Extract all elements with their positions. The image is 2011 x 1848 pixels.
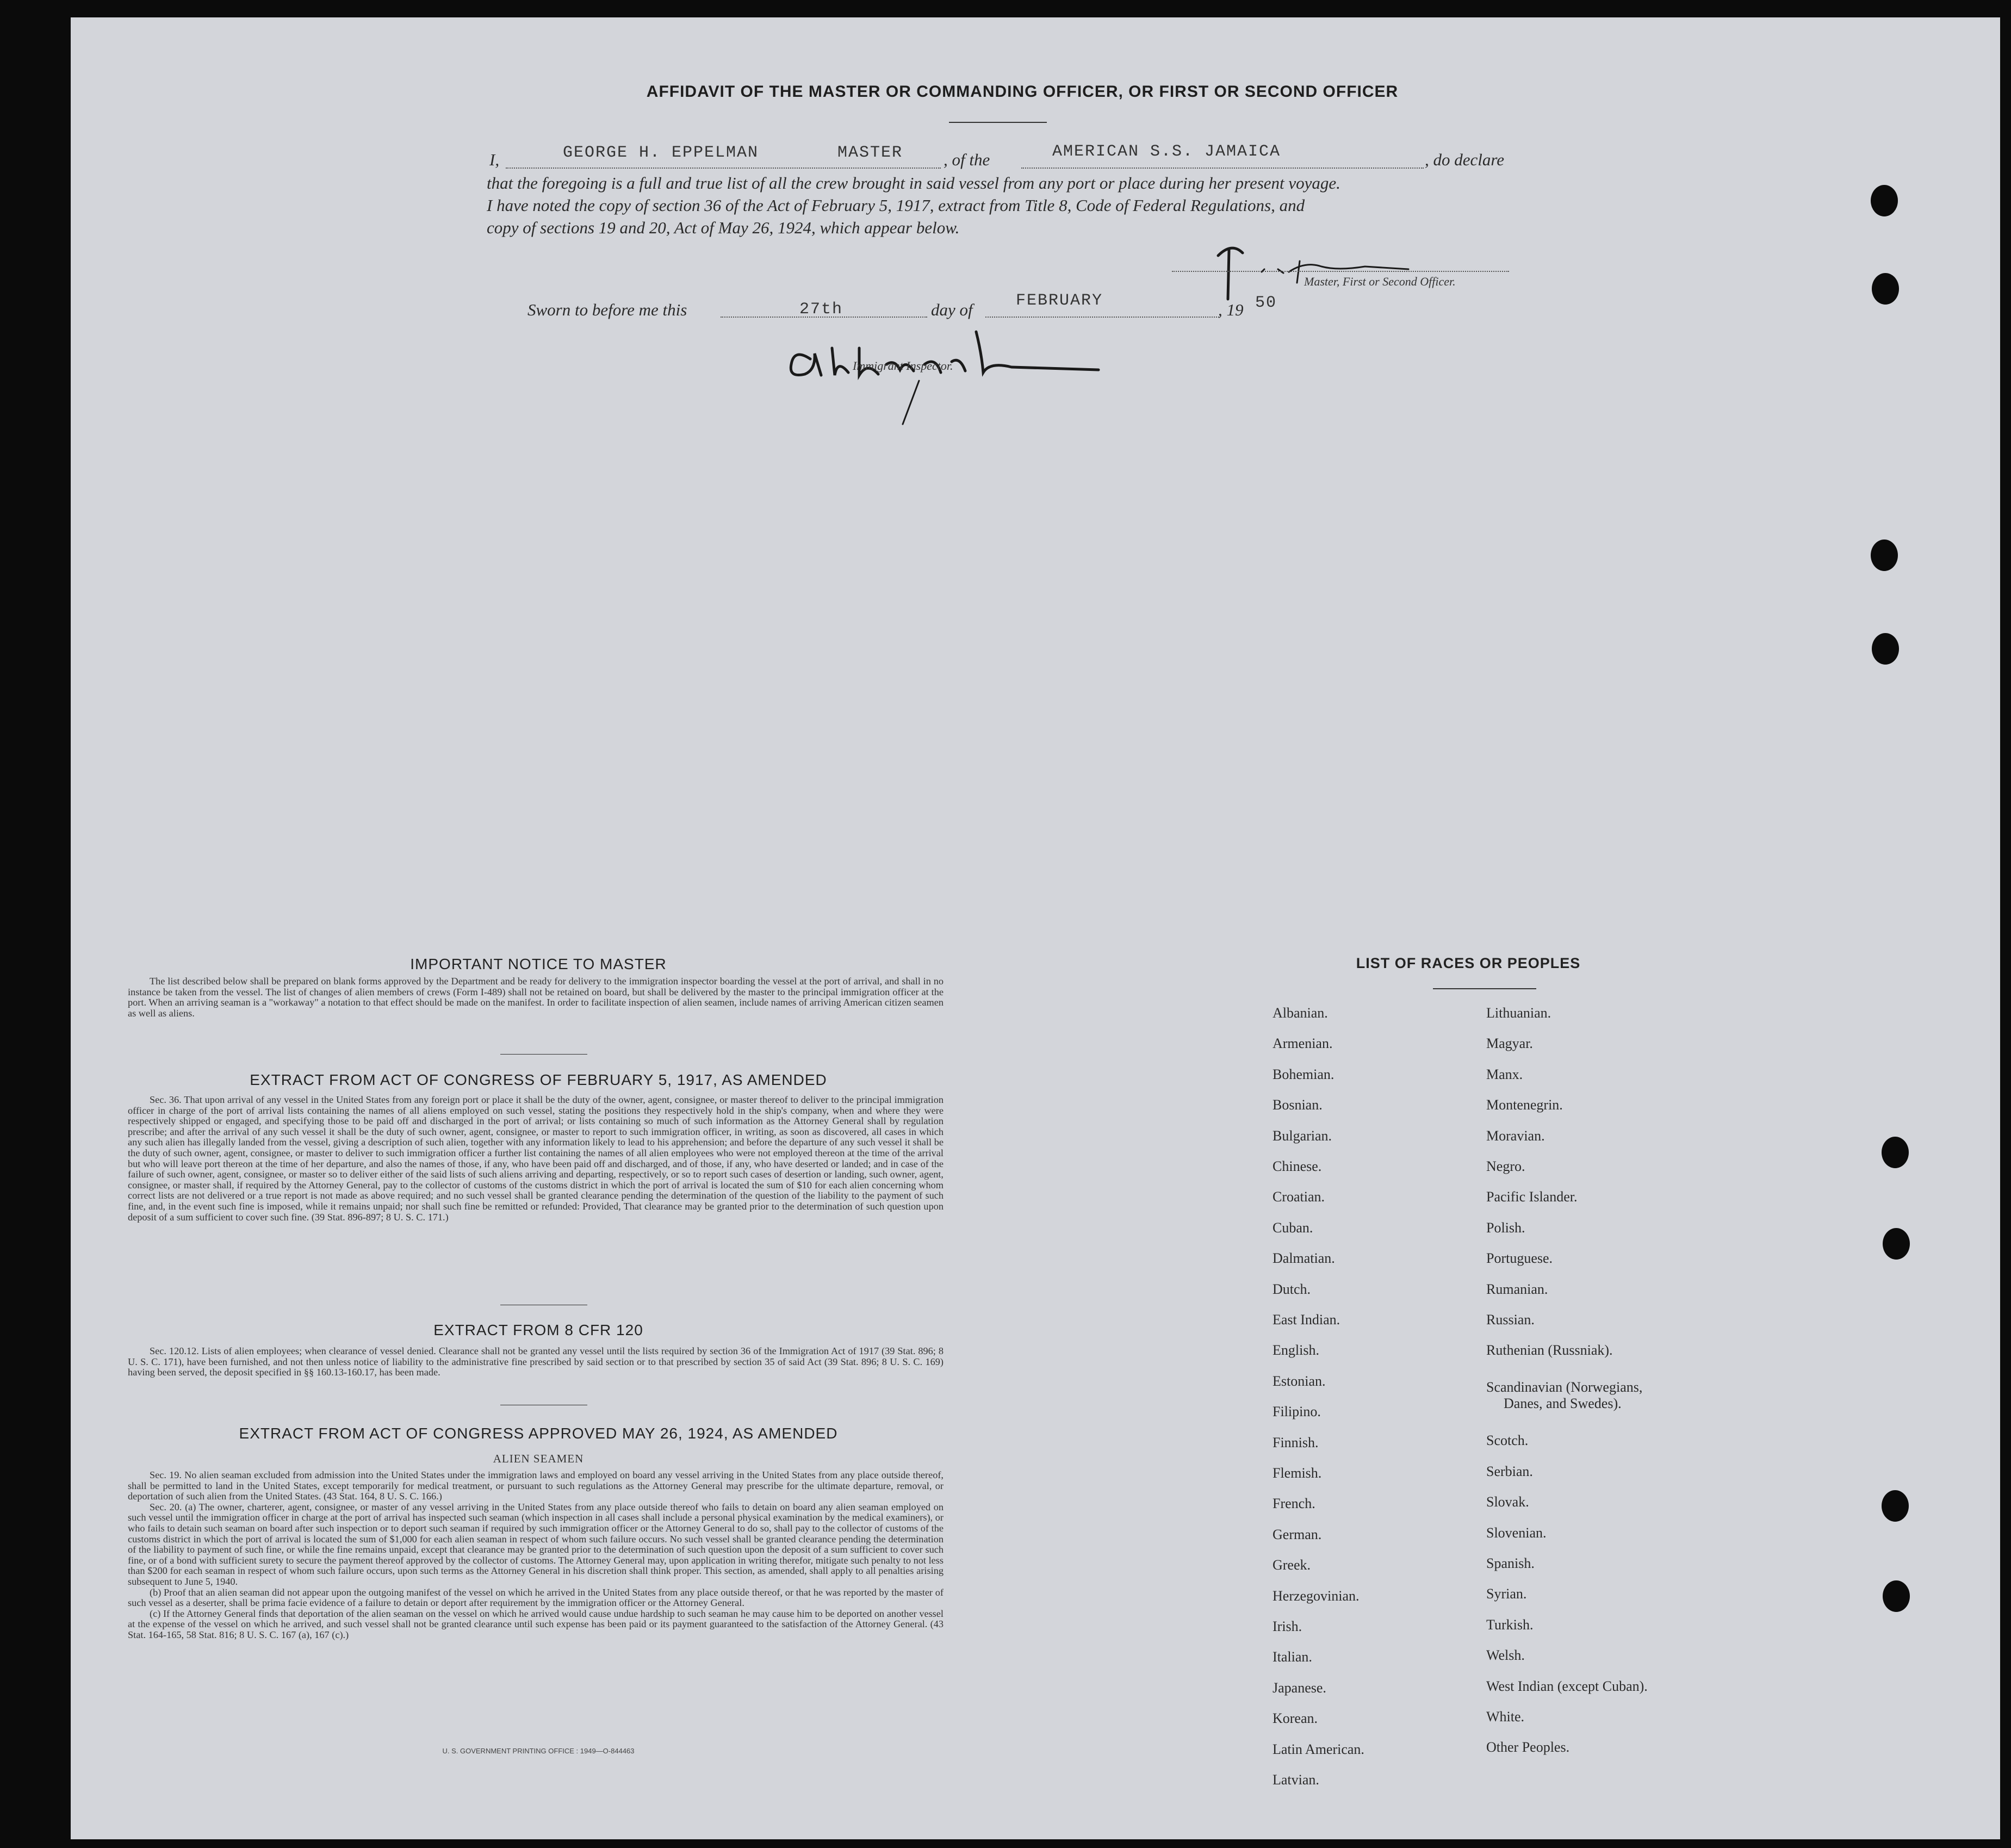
punch-hole <box>1872 633 1899 665</box>
race-list-item: Lithuanian. <box>1486 1005 1551 1021</box>
month-field: FEBRUARY <box>1016 292 1103 310</box>
race-list-item: Korean. <box>1273 1710 1318 1727</box>
notice-title: IMPORTANT NOTICE TO MASTER <box>410 956 667 972</box>
title-divider <box>949 122 1047 123</box>
declaration-line-4: copy of sections 19 and 20, Act of May 26, 1924, which appear below. <box>487 218 960 237</box>
sworn-prefix: Sworn to before me this <box>527 300 687 319</box>
race-list-item: Chinese. <box>1273 1158 1322 1174</box>
rank-field: MASTER <box>837 144 903 162</box>
day-field: 27th <box>799 300 843 319</box>
alien-seamen-subtitle: ALIEN SEAMEN <box>493 1452 584 1465</box>
name-field-line <box>506 168 941 169</box>
race-list-item: Irish. <box>1273 1618 1302 1634</box>
race-list-item: Spanish. <box>1486 1555 1535 1571</box>
race-list-item: East Indian. <box>1273 1312 1340 1328</box>
race-list-item: Croatian. <box>1273 1189 1325 1205</box>
race-list-item: Scotch. <box>1486 1432 1529 1449</box>
races-divider <box>1433 988 1536 989</box>
year-prefix: , 19 <box>1218 300 1244 319</box>
race-list-item: Italian. <box>1273 1649 1312 1665</box>
race-list-item: Latin American. <box>1273 1741 1364 1757</box>
punch-hole <box>1883 1228 1910 1260</box>
race-list-item: Slovak. <box>1486 1494 1529 1510</box>
race-list-item: Bohemian. <box>1273 1066 1335 1082</box>
affidavit-title: AFFIDAVIT OF THE MASTER OR COMMANDING OFFICER, OR FIRST OR SECOND OFFICER <box>646 83 1399 101</box>
punch-hole <box>1871 185 1898 216</box>
races-title: LIST OF RACES OR PEOPLES <box>1356 955 1581 971</box>
race-list-item: Cuban. <box>1273 1219 1313 1236</box>
race-list-item: Herzegovinian. <box>1273 1587 1360 1604</box>
sec-19-text: Sec. 19. No alien seaman excluded from admission into the United States under the immigration laws and employed on board any vessel arriving in the United States from any place outside thereof, shall be permitted to land in the United States, except temporarily for medical treatment, or pursuant to such regulations as the Attorney General may prescribe for the ultimate departure, removal, or deportation of such alien from the United States. (43 Stat. 164, 8 U. S. C. 166.) <box>128 1469 944 1502</box>
race-list-item: Dutch. <box>1273 1281 1311 1297</box>
extract-1917-title: EXTRACT FROM ACT OF CONGRESS OF FEBRUARY 5, 1917, AS AMENDED <box>250 1071 827 1088</box>
sec-20a-text: Sec. 20. (a) The owner, charterer, agent, consignee, or master of any vessel arriving in the United States from any place outside thereof who fails to detain on board any alien seaman employed on such vessel until the immigration officer in charge at the port of arrival has inspected such seaman (which inspection in all cases shall include a personal physical examination by the medical examiners), or who fails to detain such seaman on board after such inspection or to deport such seaman if required by such immigration officer or the Attorney General to do so, shall pay to the collector of customs of the customs district in which the port of arrival is located the sum of $1,000 for each alien seaman in respect of whom such failure occurs. No such vessel shall be granted clearance pending the determination of the liability to payment of such fine, or while the fine remains unpaid, except that clearance may be granted prior to the determination of such question upon the deposit of a sum sufficient to cover such fine, or of a bond with sufficient surety to secure the payment thereof approved by the collector of customs. The Attorney General may, upon application in writing therefor, mitigate such penalty to not less than $200 for each seaman in respect of whom such failure occurs, upon such terms as the Attorney General in his discretion shall think proper. This section, as amended, shall apply to all penalties arising subsequent to June 5, 1940. <box>128 1501 944 1587</box>
race-list-item: Moravian. <box>1486 1127 1545 1144</box>
year-field: 50 <box>1255 294 1277 312</box>
race-list-item: Armenian. <box>1273 1035 1333 1052</box>
vessel-field-line <box>1021 168 1424 169</box>
race-list-item: Magyar. <box>1486 1035 1533 1052</box>
punch-hole <box>1871 539 1898 571</box>
race-list-item: Albanian. <box>1273 1005 1328 1021</box>
race-list-item: Russian. <box>1486 1312 1535 1328</box>
race-list-item: Dalmatian. <box>1273 1250 1335 1267</box>
master-signature-line <box>1172 271 1509 272</box>
extract-1924-text <box>128 1470 944 1641</box>
race-list-item: Bosnian. <box>1273 1097 1323 1113</box>
extract-cfr-text: Sec. 120.12. Lists of alien employees; when clearance of vessel denied. Clearance shall not be granted any vessel until the lists required by section 36 of the Immigration Act of 1917 (39 Stat. 896; 8 U. S. C. 171), have been furnished, and not then unless notice of liability to the administrative fine prescribed by said section or to that prescribed by section 35 of said Act (39 Stat. 896; 8 U. S. C. 169) having been served, the deposit specified in §§ 160.13-160.17, has been made. <box>128 1345 944 1378</box>
pronoun-label: I, <box>489 150 500 169</box>
declaration-line-3: I have noted the copy of section 36 of the Act of February 5, 1917, extract from Title 8, Code of Federal Regulations, and <box>487 196 1305 215</box>
race-list-item: Danes, and Swedes). <box>1504 1396 1622 1412</box>
race-list-item: Welsh. <box>1486 1647 1525 1664</box>
inspector-caption: Immigrant Inspector. <box>853 359 953 373</box>
sec-20b-text: (b) Proof that an alien seaman did not appear upon the outgoing manifest of the vessel on which he arrived in the United States from any place outside thereof, or that he was reported by the master of such vessel as a deserter, shall be prima facie evidence of a failure to detain or deport after requirement by the immigration officer or the Attorney General. <box>128 1586 944 1609</box>
race-list-item: German. <box>1273 1526 1322 1542</box>
race-list-item: Filipino. <box>1273 1404 1321 1420</box>
race-list-item: Estonian. <box>1273 1373 1326 1389</box>
race-list-item: Flemish. <box>1273 1465 1322 1481</box>
punch-hole <box>1883 1580 1910 1612</box>
declaration-line-2: that the foregoing is a full and true list of all the crew brought in said vessel from any port or place during her present voyage. <box>487 173 1340 193</box>
race-list-item: Finnish. <box>1273 1434 1319 1450</box>
race-list-item: Portuguese. <box>1486 1250 1553 1267</box>
race-list-item: Bulgarian. <box>1273 1127 1332 1144</box>
race-list-item: Japanese. <box>1273 1679 1326 1696</box>
race-list-item: Pacific Islander. <box>1486 1189 1578 1205</box>
master-name-field: GEORGE H. EPPELMAN <box>563 144 759 162</box>
race-list-item: French. <box>1273 1496 1315 1512</box>
race-list-item: Ruthenian (Russniak). <box>1486 1342 1613 1359</box>
race-list-item: Turkish. <box>1486 1616 1534 1633</box>
punch-hole <box>1882 1137 1909 1168</box>
vessel-name-field: AMERICAN S.S. JAMAICA <box>1052 142 1281 161</box>
race-list-item: Manx. <box>1486 1066 1523 1082</box>
of-the-label: , of the <box>944 150 990 169</box>
notice-text: The list described below shall be prepared on blank forms approved by the Department and be ready for delivery to the immigration inspector boarding the vessel at the port of arrival, and shall in no instance be taken from the vessel. The list of changes of alien members of crews (Form I-489) shall not be retained on board, but shall be delivered by the master to the principal immigration officer at the port. When an arriving seaman is a "workaway" a notation to that effect should be made on the manifest. In order to facilitate inspection of alien seamen, include names of arriving American citizen seamen as well as aliens. <box>128 976 944 1019</box>
sec-20c-text: (c) If the Attorney General finds that deportation of the alien seaman on the vessel on which he arrived would cause undue hardship to such seaman he may cause him to be deported on another vessel at the expense of the vessel on which he arrived, and such vessel shall not be granted clearance until such expense has been paid or its payment guaranteed to the satisfaction of the Attorney General. (43 Stat. 164-165, 58 Stat. 816; 8 U. S. C. 167 (a), 167 (c).) <box>128 1608 944 1640</box>
punch-hole <box>1872 273 1899 305</box>
race-list-item: White. <box>1486 1709 1525 1725</box>
extract-cfr-title: EXTRACT FROM 8 CFR 120 <box>433 1322 643 1338</box>
race-list-item: Syrian. <box>1486 1586 1527 1602</box>
do-declare-label: , do declare <box>1425 150 1505 169</box>
race-list-item: Serbian. <box>1486 1463 1533 1479</box>
race-list-item: Slovenian. <box>1486 1524 1547 1541</box>
race-list-item: English. <box>1273 1342 1319 1359</box>
race-list-item: Rumanian. <box>1486 1281 1548 1297</box>
notice-divider <box>500 1054 587 1055</box>
race-list-item: Greek. <box>1273 1557 1311 1573</box>
race-list-item: Negro. <box>1486 1158 1525 1174</box>
printer-imprint: U. S. GOVERNMENT PRINTING OFFICE : 1949—O-844463 <box>442 1747 635 1755</box>
race-list-item: Montenegrin. <box>1486 1097 1563 1113</box>
punch-hole <box>1882 1490 1909 1522</box>
race-list-item: Polish. <box>1486 1219 1525 1236</box>
day-of-label: day of <box>931 300 973 319</box>
signer-caption: Master, First or Second Officer. <box>1304 275 1456 288</box>
race-list-item: Latvian. <box>1273 1772 1319 1788</box>
race-list-item: Other Peoples. <box>1486 1739 1570 1756</box>
extract-1917-text: Sec. 36. That upon arrival of any vessel in the United States from any foreign port or place it shall be the duty of the owner, agent, consignee, or master thereof to deliver to the principal immigration officer in charge of the port of arrival lists containing the names of all aliens employed on such vessel, stating the positions they respectively hold in the ship's company, when and where they were respectively shipped or engaged, and specifying those to be paid off and discharged in the port of arrival; or lists containing so much of such information as the Attorney General shall by regulation prescribe; and after the arrival of any such vessel it shall be the duty of such owner, agent, consignee, or master to report to such immigration officer, in writing, as soon as discovered, all cases in which any such alien has illegally landed from the vessel, giving a description of such alien, together with any information likely to lead to his apprehension; and before the departure of any such vessel it shall be the duty of such owner, agent, consignee, or master to deliver to such immigration officer a further list containing the names of all alien employees who were not employed thereon at the time of the arrival but who will leave port thereon at the time of her departure, and also the names of those, if any, who have been paid off and discharged, and of those, if any, who have deserted or landed; and in case of the failure of such owner, agent, consignee, or master so to deliver either of the said lists of such aliens arriving and departing, respectively, or so to report such cases of desertion or landing, such owner, agent, consignee, or master shall, if required by the Attorney General, pay to the collector of customs of the customs district in which the port of arrival is located the sum of $10 for each alien concerning whom correct lists are not delivered or a true report is not made as above required; and no such vessel shall be granted clearance pending the determination of the question of the liability to the payment of such fine, and, in the event such fine is imposed, while it remains unpaid; nor shall such fine be remitted or refunded: Provided, That clearance may be granted prior to the determination of such question upon deposit of a sum sufficient to cover such fine. (39 Stat. 896-897; 8 U. S. C. 171.) <box>128 1094 944 1223</box>
race-list-item: West Indian (except Cuban). <box>1486 1678 1648 1694</box>
extract-1924-title: EXTRACT FROM ACT OF CONGRESS APPROVED MAY 26, 1924, AS AMENDED <box>239 1425 838 1442</box>
race-list-item: Scandinavian (Norwegians, <box>1486 1379 1643 1396</box>
